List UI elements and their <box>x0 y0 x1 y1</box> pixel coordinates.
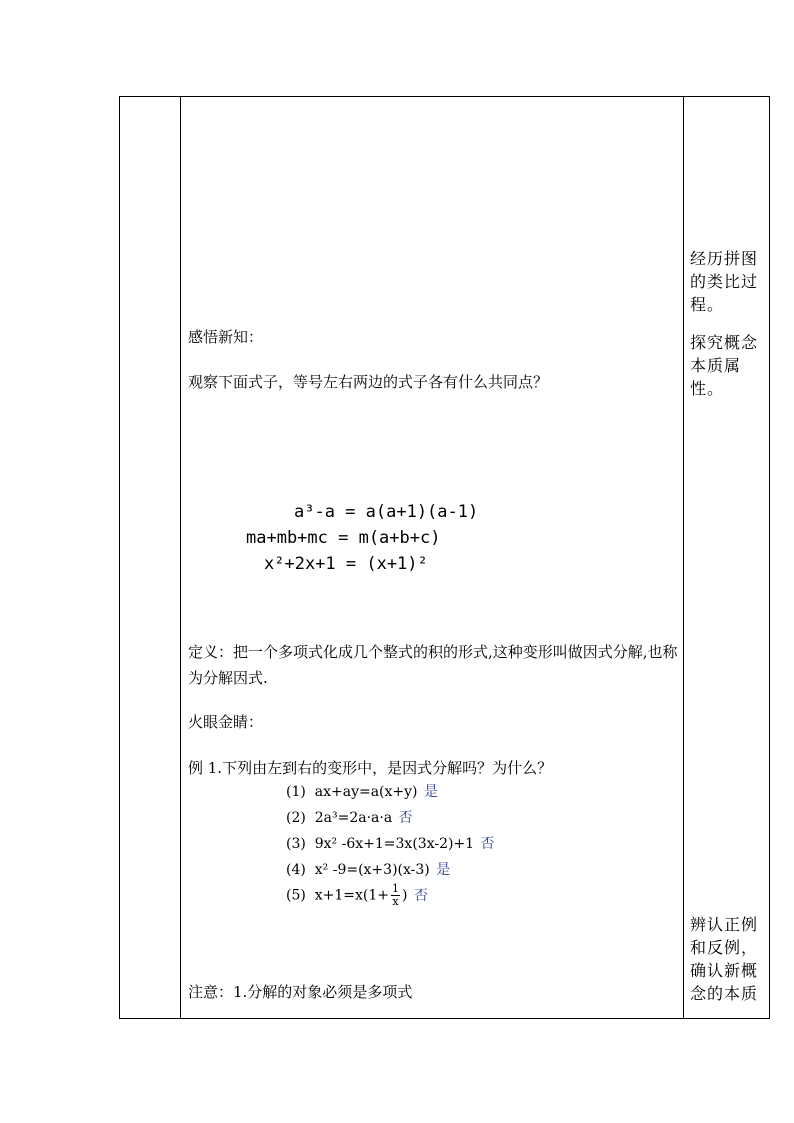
observe-prompt: 观察下面式子，等号左右两边的式子各有什么共同点？ <box>188 373 549 391</box>
example-item-3 <box>286 833 495 853</box>
formula-2: ma+mb+mc = m(a+b+c) <box>246 528 441 548</box>
section-title-new-knowledge: 感悟新知： <box>188 328 264 346</box>
example-number: (1) <box>286 784 306 800</box>
example-expression: 2a³=2a·a·a <box>314 810 393 826</box>
example-expression: 9x² -6x+1=3x(3x-2)+1 <box>314 836 475 852</box>
example-expression: ax+ay=a(x+y) <box>314 784 418 800</box>
fraction <box>391 883 400 908</box>
column-divider-right <box>683 97 684 1018</box>
example-number: (3) <box>286 836 306 852</box>
formula-3: x²+2x+1 = (x+1)² <box>264 554 428 574</box>
sharp-eyes-title: 火眼金睛： <box>188 713 264 731</box>
example-answer: 否 <box>413 887 428 904</box>
formula-1: a³-a = a(a+1)(a-1) <box>294 502 479 522</box>
example-item-2 <box>286 807 413 827</box>
side-note-2: 探究概念本质属性。 <box>690 333 759 398</box>
fraction-denominator: x <box>392 895 399 908</box>
example-item-4 <box>286 859 450 879</box>
fraction-numerator: 1 <box>392 882 400 895</box>
side-note-1: 经历拼图的类比过程。 <box>690 249 759 314</box>
example-expression: x² -9=(x+3)(x-3) <box>314 862 430 878</box>
example-expression-end: ) <box>402 887 408 904</box>
lesson-table <box>119 96 770 1019</box>
definition-text: 定义：把一个多项式化成几个整式的积的形式,这种变形叫做因式分解,也称为分解因式. <box>188 643 678 687</box>
example-expression-start: x+1=x(1+ <box>314 887 390 904</box>
example-answer: 是 <box>436 862 451 878</box>
example-answer: 否 <box>398 810 413 826</box>
column-divider-left <box>180 97 181 1018</box>
example-question: 例 1.下列由左到右的变形中，是因式分解吗？为什么？ <box>188 759 553 777</box>
example-item-1 <box>286 781 438 801</box>
example-number: (5) <box>286 887 306 904</box>
example-answer: 否 <box>480 836 495 852</box>
example-number: (2) <box>286 810 306 826</box>
example-answer: 是 <box>423 784 438 800</box>
side-note-3: 辨认正例和反例，确认新概念的本质 <box>690 915 759 1003</box>
example-number: (4) <box>286 862 306 878</box>
note-text: 注意：1.分解的对象必须是多项式 <box>188 983 413 1001</box>
example-item-5 <box>286 883 428 908</box>
